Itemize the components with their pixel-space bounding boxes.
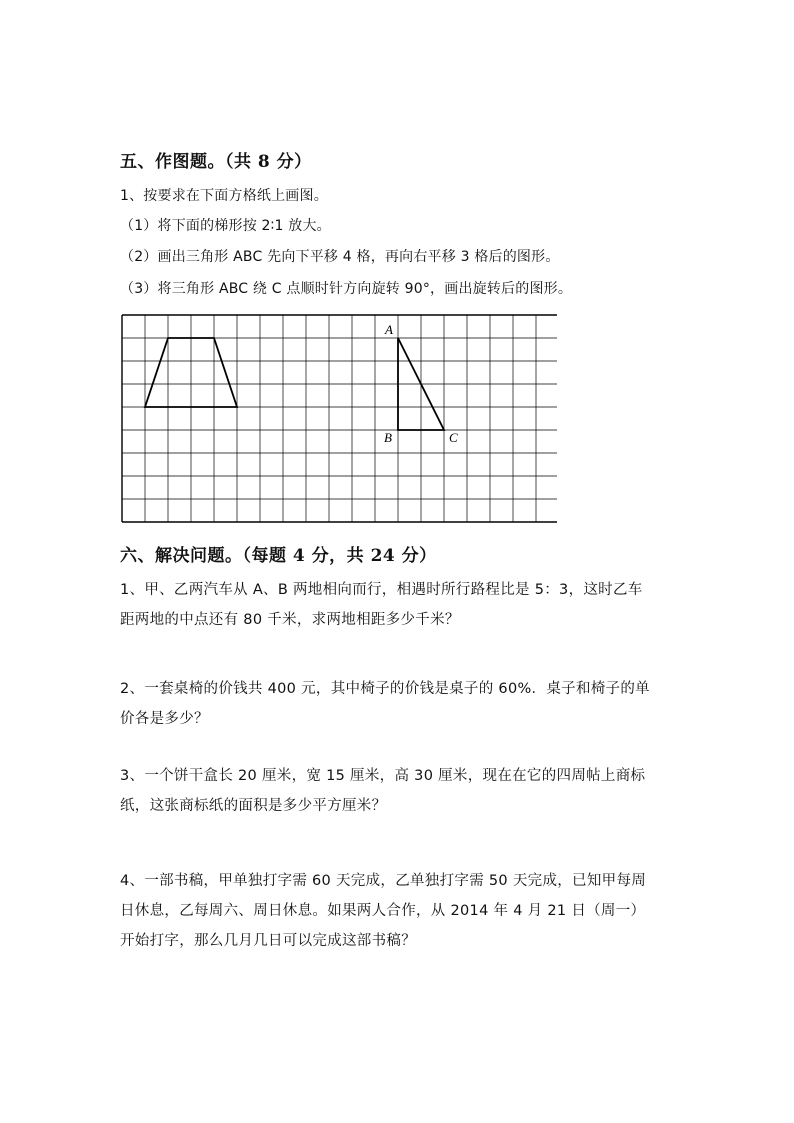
problem-4-line-1: 4、一部书稿，甲单独打字需 60 天完成，乙单独打字需 50 天完成，已知甲每周 [120,873,647,889]
subquestion-2: （2）画出三角形 ABC 先向下平移 4 格，再向右平移 3 格后的图形。 [120,249,560,265]
problem-2-line-2: 价各是多少？ [120,711,209,727]
grid-paper-figure [120,313,557,525]
problem-4-line-2: 日休息，乙每周六、周日休息。如果两人合作，从 2014 年 4 月 21 日（周一） [120,903,646,919]
vertex-label-b: B [384,430,392,445]
vertex-label-a: A [385,322,393,337]
problem-4 [120,866,680,956]
problem-1 [120,575,680,635]
subquestion-1: （1）将下面的梯形按 2∶1 放大。 [120,218,331,234]
subquestion-3: （3）将三角形 ABC 绕 C 点顺时针方向旋转 90°，画出旋转后的图形。 [120,281,573,297]
problem-3-line-2: 纸，这张商标纸的面积是多少平方厘米？ [120,798,387,814]
problem-1-line-2: 距两地的中点还有 80 千米，求两地相距多少千米？ [120,612,460,628]
problem-3 [120,761,680,821]
section-5-heading: 五、作图题。（共 8 分） [120,152,312,172]
vertex-label-c: C [449,430,458,445]
problem-1-line-1: 1、甲、乙两汽车从 A、B 两地相向而行，相遇时所行路程比是 5：3，这时乙车 [120,582,643,598]
problem-2-line-1: 2、一套桌椅的价钱共 400 元，其中椅子的价钱是桌子的 60%．桌子和椅子的单 [120,681,650,697]
problem-2 [120,674,680,734]
problem-3-line-1: 3、一个饼干盒长 20 厘米，宽 15 厘米，高 30 厘米，现在在它的四周帖上商标 [120,768,646,784]
section-6-heading: 六、解决问题。（每题 4 分，共 24 分） [120,546,437,566]
problem-4-line-3: 开始打字，那么几月几日可以完成这部书稿？ [120,933,416,949]
grid-lines [122,315,557,522]
grid-svg [120,313,557,525]
question-5-1: 1、按要求在下面方格纸上画图。 [120,188,328,204]
